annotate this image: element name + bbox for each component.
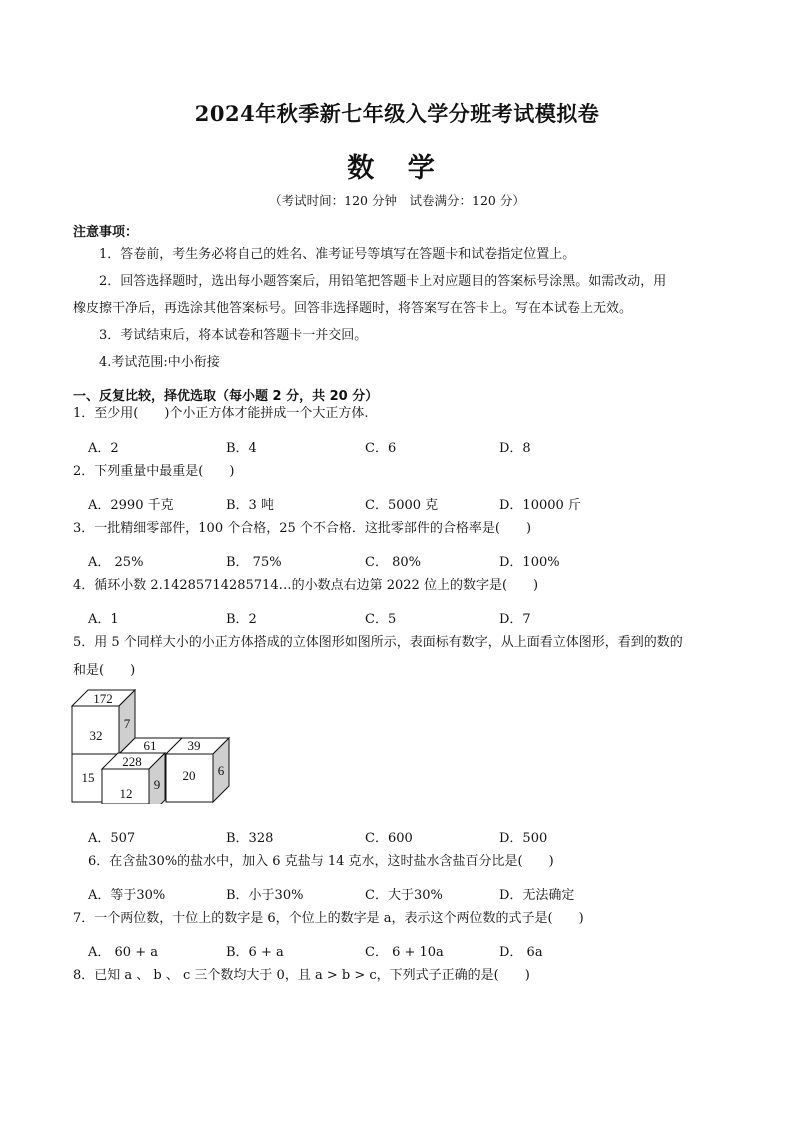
option-a: A．2	[88, 441, 119, 456]
subject-title: 数 学	[347, 153, 447, 184]
exam-info: （考试时间：120 分钟 试卷满分：120 分）	[269, 193, 525, 208]
option-b: B．小于30%	[226, 888, 304, 903]
question-stem: 5．用 5 个同样大小的小正方体搭成的立体图形如图所示，表面标有数字，从上面看立体图形，看到的数的	[73, 635, 683, 650]
note-item: 4.考试范围:中小衔接	[99, 355, 220, 370]
question-stem: 4．循环小数 2.14285714285714…的小数点右边第 2022 位上的数字是( )	[73, 578, 539, 593]
option-b: B．2	[226, 612, 257, 627]
cube-label: 20	[182, 768, 196, 783]
cube-label: 172	[93, 691, 113, 706]
option-c: C．600	[365, 831, 413, 846]
cube-label: 39	[187, 738, 201, 753]
option-c: C．5000 克	[365, 498, 439, 513]
note-item: 1．答卷前，考生务必将自己的姓名、准考证号等填写在答题卡和试卷指定位置上。	[99, 247, 576, 262]
option-c: C．6	[365, 441, 397, 456]
option-a: A．2990 千克	[88, 498, 174, 513]
option-d: D．无法确定	[499, 888, 575, 903]
question-stem-continued: 和是( )	[73, 663, 136, 678]
option-b: B．328	[226, 831, 274, 846]
cube-stack-figure	[70, 688, 235, 804]
note-item: 3．考试结束后，将本试卷和答题卡一并交回。	[99, 328, 368, 343]
question-stem: 8．已知 a 、 b 、 c 三个数均大于 0，且 a > b > c，下列式子正确的是( )	[73, 968, 530, 983]
option-c: C． 80%	[365, 555, 421, 570]
section-heading: 一、反复比较，择优选取（每小题 2 分，共 20 分）	[73, 389, 379, 404]
option-d: D．100%	[499, 555, 560, 570]
cube-label: 61	[143, 738, 157, 753]
option-c: C．大于30%	[365, 888, 443, 903]
exam-title: 2024年秋季新七年级入学分班考试模拟卷	[194, 101, 600, 126]
cube-label: 6	[217, 763, 225, 778]
cube-label: 228	[122, 754, 142, 769]
option-a: A． 60 + a	[88, 945, 158, 960]
option-a: A．507	[88, 831, 136, 846]
option-d: D．500	[499, 831, 548, 846]
question-stem: 1．至少用( )个小正方体才能拼成一个大正方体.	[73, 406, 369, 421]
notes-heading: 注意事项：	[73, 225, 139, 240]
option-a: A．1	[88, 612, 119, 627]
option-b: B．4	[226, 441, 257, 456]
question-stem: 3．一批精细零部件，100 个合格，25 个不合格．这批零部件的合格率是( )	[73, 521, 532, 536]
option-d: D．7	[499, 612, 531, 627]
note-item-continued: 橡皮擦干净后，再选涂其他答案标号。回答非选择题时，将答案写在答卡上。写在本试卷上无效。	[73, 301, 633, 316]
option-d: D．8	[499, 441, 531, 456]
option-b: B．6 + a	[226, 945, 284, 960]
option-a: A．等于30%	[88, 888, 166, 903]
option-d: D． 6a	[499, 945, 543, 960]
cube-label: 15	[81, 770, 95, 785]
note-item: 2．回答选择题时，选出每小题答案后，用铅笔把答题卡上对应题目的答案标号涂黑。如需改动，用	[99, 274, 667, 289]
cube-label: 7	[123, 716, 131, 731]
option-b: B． 75%	[226, 555, 282, 570]
question-stem: 2．下列重量中最重是( )	[73, 464, 235, 479]
question-stem: 7．一个两位数，十位上的数字是 6，个位上的数字是 a，表示这个两位数的式子是( )	[73, 911, 584, 926]
option-c: C．5	[365, 612, 397, 627]
cube-label: 32	[89, 728, 103, 743]
cube-label: 12	[119, 786, 133, 801]
option-c: C． 6 + 10a	[365, 945, 444, 960]
option-b: B．3 吨	[226, 498, 274, 513]
option-a: A． 25%	[88, 555, 144, 570]
cube-label: 9	[153, 777, 161, 792]
option-d: D．10000 斤	[499, 498, 581, 513]
question-stem: 6．在含盐30%的盐水中，加入 6 克盐与 14 克水，这时盐水含盐百分比是( )	[88, 854, 554, 869]
